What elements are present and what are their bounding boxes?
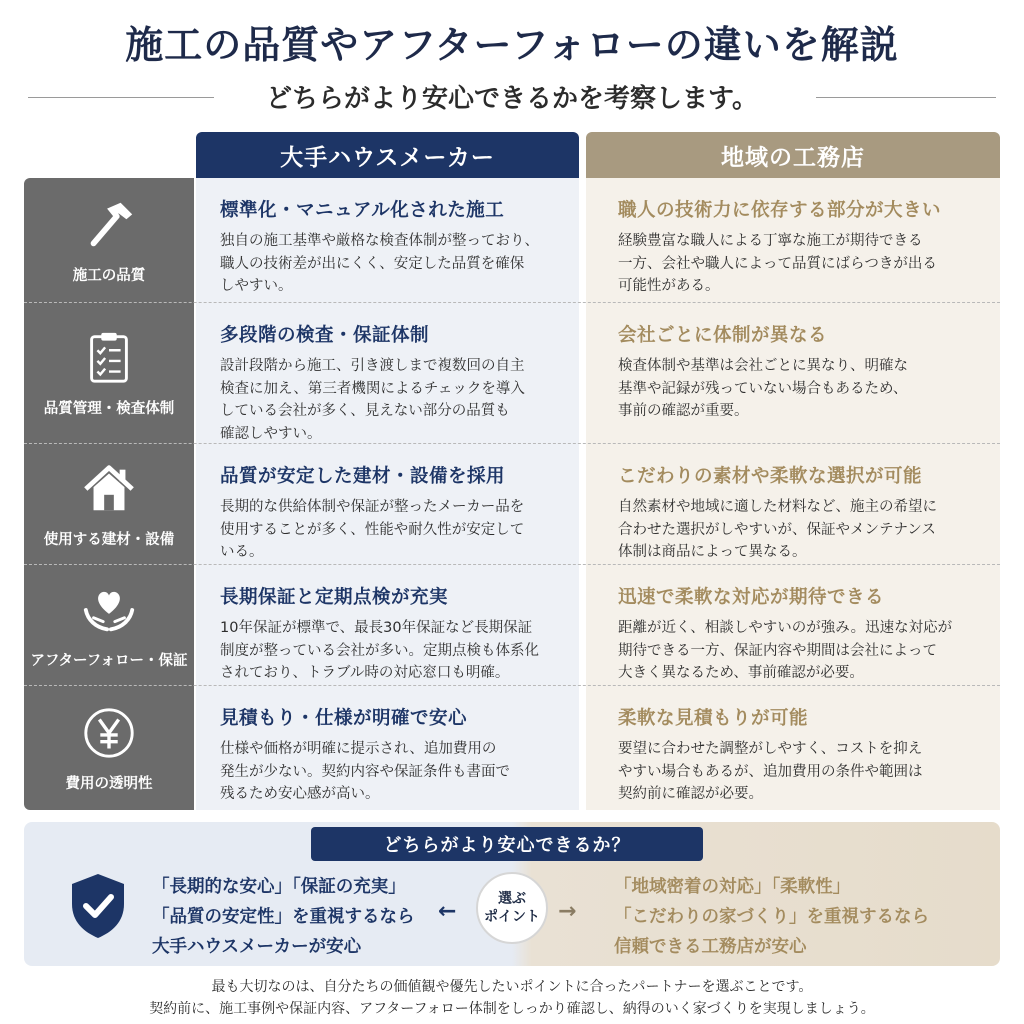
text-line: 経験豊富な職人による丁寧な施工が期待できる: [618, 233, 923, 249]
page-subtitle: どちらがより安心できるかを考察します。: [266, 84, 758, 114]
comparison-row: [24, 444, 1000, 565]
category-label: 費用の透明性: [65, 775, 153, 792]
big-cell-text: [220, 355, 569, 445]
category-cell: [24, 686, 194, 810]
big-cell-text: [220, 230, 569, 298]
local-cell-text: [618, 617, 990, 685]
arrow-left-icon: ←: [438, 899, 457, 924]
choice-point-circle: [476, 872, 548, 944]
summary-left-line: 「品質の安定性」を重視するなら: [152, 907, 415, 927]
text-line: している会社が多く、見えない部分の品質も: [220, 403, 510, 419]
local-cell: [586, 303, 1000, 444]
big-cell-title: 多段階の検査・保証体制: [220, 325, 430, 346]
big-cell-title: 品質が安定した建材・設備を採用: [220, 466, 506, 487]
text-line: 合わせた選択がしやすいが、保証やメンテナンス: [618, 521, 936, 538]
text-line: 制度が整っている会社が多い。定期点検も体系化: [220, 642, 539, 659]
choice-point-line2: ポイント: [484, 909, 540, 925]
category-label: 品質管理・検査体制: [43, 401, 175, 417]
category-label: 使用する建材・設備: [43, 532, 175, 548]
text-line: 確認しやすい。: [220, 425, 322, 442]
text-line: 仕様や価格が明確に提示され、追加費用の: [220, 741, 497, 757]
divider-right: [816, 97, 996, 98]
local-cell-title: 会社ごとに体制が異なる: [618, 325, 828, 346]
summary-right-line: 「地域密着の対応」「柔軟性」: [614, 877, 851, 897]
big-cell-text: [220, 617, 569, 685]
text-line: 使用することが多く、性能や耐久性が安定して: [220, 521, 525, 538]
local-cell: [586, 565, 1000, 686]
subtitle-row: [0, 78, 1024, 118]
local-cell-text: [618, 230, 990, 298]
comparison-row: [24, 565, 1000, 686]
summary-right-line: 「こだわりの家づくり」を重視するなら: [614, 907, 929, 927]
text-line: 職人の技術差が出にくく、安定した品質を確保: [220, 255, 525, 272]
column-header-local: 地域の工務店: [586, 132, 1000, 178]
text-line: 可能性がある。: [618, 278, 720, 294]
local-cell-title: 迅速で柔軟な対応が期待できる: [618, 587, 885, 608]
text-line: 契約前に確認が必要。: [618, 786, 763, 802]
summary-right: [614, 872, 984, 962]
local-cell: [586, 686, 1000, 810]
local-cell-text: [618, 355, 990, 423]
choice-point-line1: 選ぶ: [498, 891, 526, 907]
house-icon: [80, 460, 138, 518]
text-line: 10年保証が標準で、最長30年保証など長期保証: [220, 620, 533, 636]
summary-badge: どちらがより安心できるか？: [311, 827, 703, 861]
local-cell-text: [618, 738, 990, 806]
yen-icon: [80, 704, 138, 762]
hammer-icon: [80, 196, 138, 254]
local-cell-title: こだわりの素材や柔軟な選択が可能: [618, 466, 923, 487]
text-line: 設計段階から施工、引き渡しまで複数回の自主: [220, 358, 525, 374]
local-cell: [586, 178, 1000, 303]
category-label: 施工の品質: [72, 268, 146, 284]
category-cell: [24, 178, 194, 303]
text-line: されており、トラブル時の対応窓口も明確。: [220, 665, 510, 681]
comparison-row: [24, 303, 1000, 444]
text-line: 距離が近く、相談しやすいのが強み。迅速な対応が: [618, 620, 953, 636]
big-cell-text: [220, 738, 569, 806]
text-line: 独自の施工基準や厳格な検査体制が整っており、: [220, 233, 539, 249]
big-cell: [196, 178, 579, 303]
big-cell: [196, 565, 579, 686]
text-line: 発生が少ない。契約内容や保証条件も書面で: [220, 763, 510, 780]
text-line: 基準や記録が残っていない場合もあるため、: [618, 380, 908, 397]
local-cell: [586, 444, 1000, 565]
local-cell-title: 職人の技術力に依存する部分が大きい: [618, 200, 942, 221]
comparison-row: [24, 178, 1000, 303]
text-line: 要望に合わせた調整がしやすく、コストを抑え: [618, 741, 923, 757]
category-cell: [24, 565, 194, 686]
local-cell-title: 柔軟な見積もりが可能: [618, 708, 809, 729]
column-header-big: 大手ハウスメーカー: [196, 132, 579, 178]
checklist-icon: [80, 329, 138, 387]
text-line: 残るため安心感が高い。: [220, 786, 380, 802]
summary-right-line: 信頼できる工務店が安心: [614, 937, 807, 957]
big-cell-title: 見積もり・仕様が明確で安心: [220, 708, 468, 729]
footer-line: 契約前に、施工事例や保証内容、アフターフォロー体制をしっかり確認し、納得のいく家づくりを実現しましょう。: [149, 1001, 875, 1017]
text-line: 期待できる一方、保証内容や期間は会社によって: [618, 642, 937, 659]
text-line: 事前の確認が重要。: [618, 403, 749, 419]
text-line: 長期的な供給体制や保証が整ったメーカー品を: [220, 499, 525, 515]
big-cell-title: 長期保証と定期点検が充実: [220, 587, 449, 608]
summary-left: [152, 872, 472, 962]
text-line: 体制は商品によって異なる。: [618, 544, 807, 560]
text-line: 検査体制や基準は会社ごとに異なり、明確な: [618, 358, 908, 374]
summary-left-line: 「長期的な安心」「保証の充実」: [152, 877, 406, 897]
arrow-right-icon: →: [558, 899, 577, 924]
summary-panel: [24, 822, 1000, 966]
page-title: 施工の品質やアフターフォローの違いを解説: [125, 22, 899, 67]
comparison-row: [24, 686, 1000, 810]
category-cell: [24, 444, 194, 565]
heart-hands-icon: [80, 581, 138, 639]
text-line: 検査に加え、第三者機関によるチェックを導入: [220, 380, 525, 397]
text-line: 一方、会社や職人によって品質にばらつきが出る: [618, 255, 937, 272]
text-line: 大きく異なるため、事前確認が必要。: [618, 665, 864, 681]
text-line: 自然素材や地域に適した材料など、施主の希望に: [618, 499, 937, 515]
summary-left-line: 大手ハウスメーカーが安心: [152, 937, 362, 957]
local-cell-text: [618, 496, 990, 564]
category-cell: [24, 303, 194, 444]
shield-check-icon: [68, 872, 128, 940]
big-cell-text: [220, 496, 569, 564]
text-line: やすい場合もあるが、追加費用の条件や範囲は: [618, 763, 923, 780]
big-cell: [196, 686, 579, 810]
text-line: しやすい。: [220, 278, 293, 294]
footer-line: 最も大切なのは、自分たちの価値観や優先したいポイントに合ったパートナーを選ぶことです。: [211, 979, 813, 995]
big-cell-title: 標準化・マニュアル化された施工: [220, 200, 505, 221]
text-line: いる。: [220, 544, 264, 560]
big-cell: [196, 303, 579, 444]
category-label: アフターフォロー・保証: [30, 653, 188, 669]
big-cell: [196, 444, 579, 565]
